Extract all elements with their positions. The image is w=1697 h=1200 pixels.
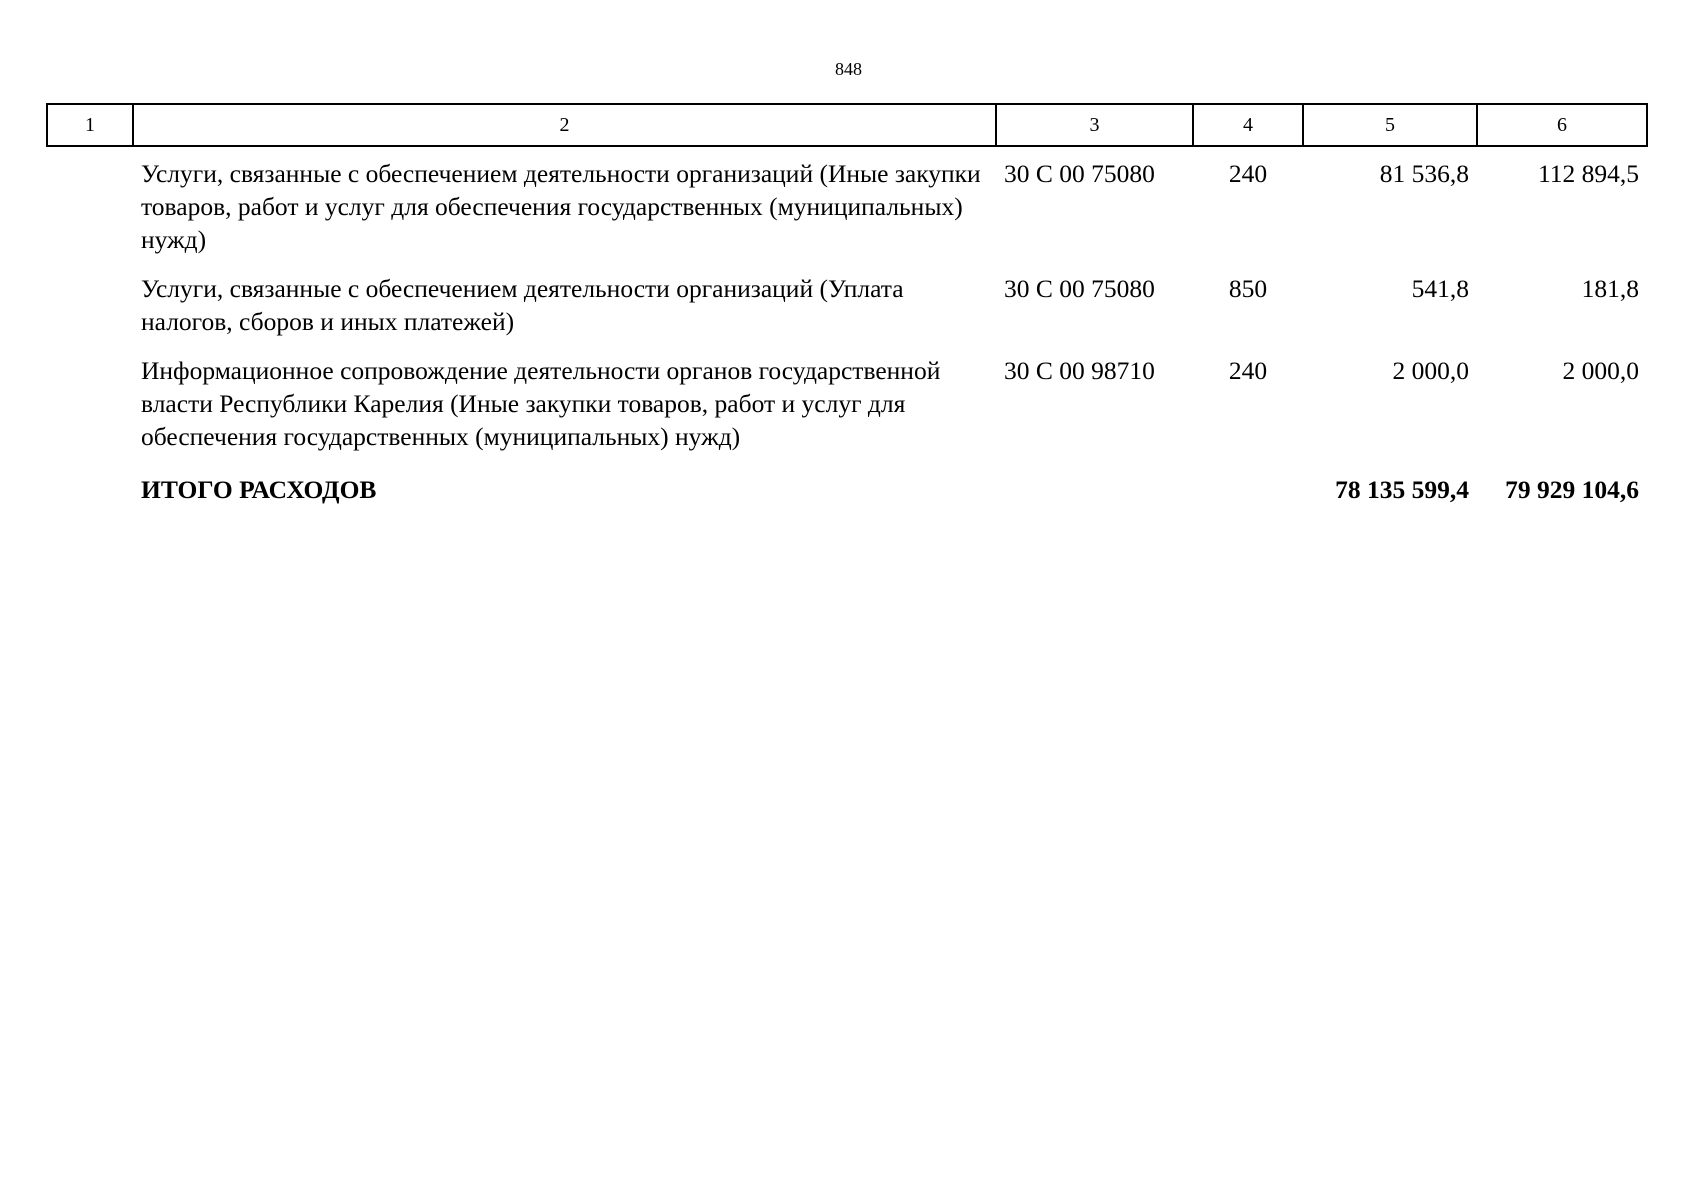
expense-name-cell: Услуги, связанные с обеспечением деятельности организаций (Иные закупки товаров, работ и услуг для обеспечения государственных (муниципальных) нужд) [141,159,981,254]
budget-table [46,103,1648,512]
total-row [47,459,1647,512]
expense-name-cell: Услуги, связанные с обеспечением деятельности организаций (Уплата налогов, сборов и иных платежей) [141,274,904,336]
total-amount-year-1: 78 135 599,4 [1335,475,1469,504]
amount-year-2-cell: 112 894,5 [1537,159,1639,188]
expense-type-cell: 850 [1228,274,1268,303]
total-label: ИТОГО РАСХОДОВ [141,475,377,504]
target-article-cell: 30 С 00 75080 [1004,274,1155,303]
total-amount-year-2: 79 929 104,6 [1505,475,1639,504]
row-number-cell [47,146,133,262]
column-header-1: 1 [47,104,133,146]
total-code-cell [996,459,1193,512]
amount-year-2-cell: 181,8 [1581,274,1639,303]
amount-year-1-cell: 2 000,0 [1392,356,1469,385]
column-header-4: 4 [1193,104,1303,146]
column-header-5: 5 [1303,104,1477,146]
column-header-6: 6 [1477,104,1647,146]
column-header-2: 2 [133,104,996,146]
column-header-3: 3 [996,104,1193,146]
target-article-cell: 30 С 00 98710 [1004,356,1155,385]
table-row [47,146,1647,262]
amount-year-2-cell: 2 000,0 [1562,356,1639,385]
target-article-cell: 30 С 00 75080 [1004,159,1155,188]
page-number: 848 [835,59,862,79]
expense-type-cell: 240 [1228,159,1268,188]
expense-name-cell: Информационное сопровождение деятельности органов государственной власти Республики Карелия (Иные закупки товаров, работ и услуг для обеспечения государственных (муниципальных) нужд) [141,356,941,451]
row-number-cell [47,262,133,344]
amount-year-1-cell: 541,8 [1411,274,1469,303]
row-number-cell [47,344,133,459]
column-number-header-row [47,104,1647,146]
total-spacer-cell [47,459,133,512]
total-type-cell [1193,459,1303,512]
table-row [47,262,1647,344]
table-row [47,344,1647,459]
expense-type-cell: 240 [1228,356,1268,385]
amount-year-1-cell: 81 536,8 [1379,159,1469,188]
